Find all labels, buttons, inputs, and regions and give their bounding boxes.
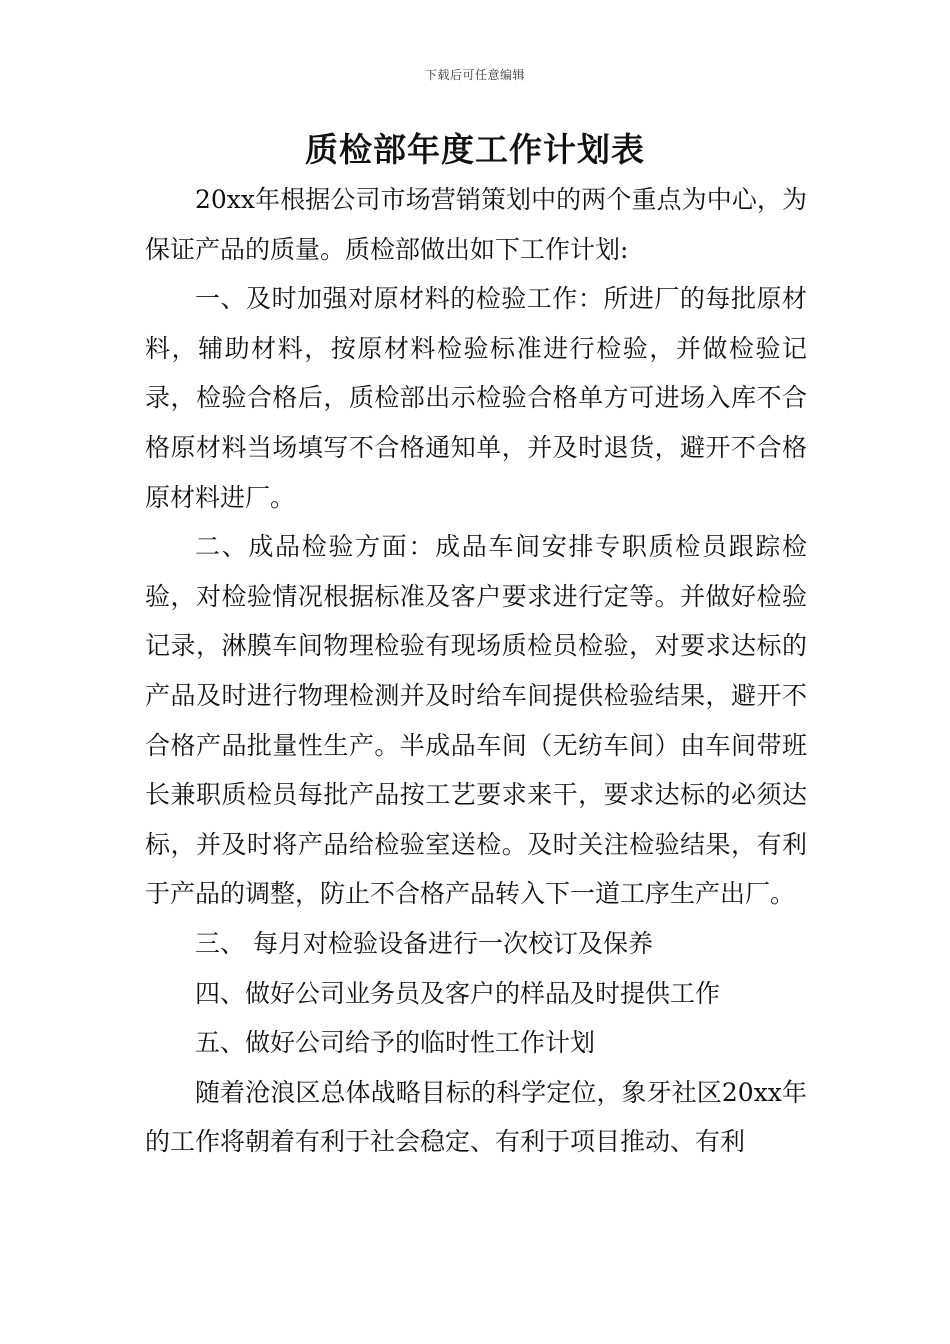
paragraph-item-1: 一、及时加强对原材料的检验工作：所进厂的每批原材料，辅助材料，按原材料检验标准进行检验，并做检验记录，检验合格后，质检部出示检验合格单方可进场入库不合格原材料当场填写不合格通知单，并及时退货，避开不合格原材料进厂。 <box>145 284 807 512</box>
header-note: 下载后可任意编辑 <box>424 68 525 82</box>
paragraph-intro: 20xx年根据公司市场营销策划中的两个重点为中心，为保证产品的质量。质检部做出如下工作计划: <box>145 185 807 264</box>
paragraph-item-4: 四、做好公司业务员及客户的样品及时提供工作 <box>195 978 721 1008</box>
paragraph-item-2: 二、成品检验方面：成品车间安排专职质检员跟踪检验，对检验情况根据标准及客户要求进行定等。并做好检验记录，淋膜车间物理检验有现场质检员检验，对要求达标的产品及时进行物理检测并及时给车间提供检验结果，避开不合格产品批量性生产。半成品车间（无纺车间）由车间带班长兼职质检员每批产品按工艺要求来干，要求达标的必须达标，并及时将产品给检验室送检。及时关注检验结果，有利于产品的调整，防止不合格产品转入下一道工序生产出厂。 <box>145 532 807 909</box>
document-body <box>145 175 807 1167</box>
document-title: 质检部年度工作计划表 <box>305 130 645 169</box>
paragraph-item-3: 三、 每月对检验设备进行一次校订及保养 <box>195 928 653 958</box>
paragraph-item-5: 五、做好公司给予的临时性工作计划 <box>195 1028 596 1058</box>
paragraph-closing: 随着沧浪区总体战略目标的科学定位，象牙社区20xx年的工作将朝着有利于社会稳定、有利于项目推动、有利 <box>145 1077 807 1157</box>
